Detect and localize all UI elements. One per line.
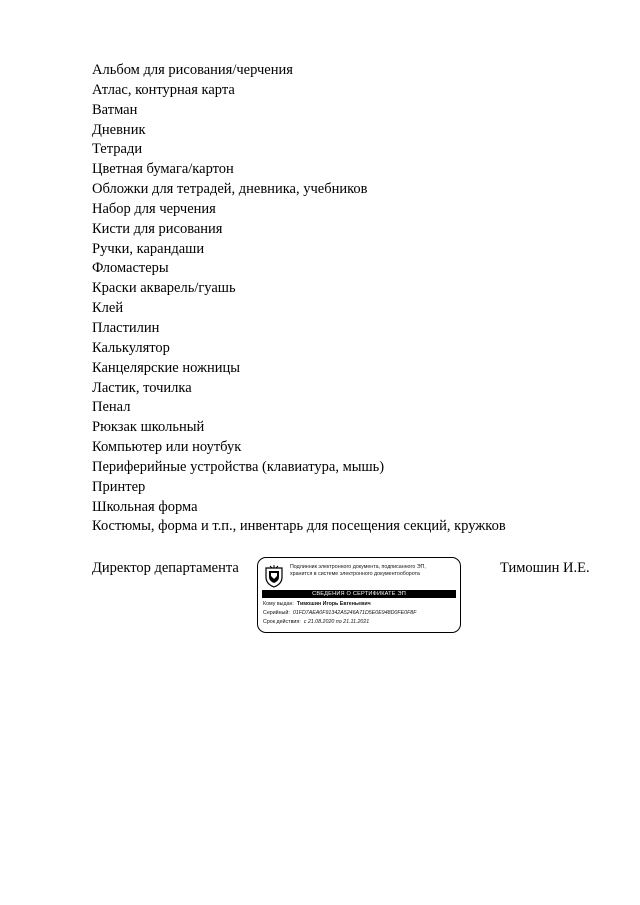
list-item: Калькулятор <box>92 339 170 356</box>
stamp-validity-value: с 21.08.2020 по 21.11.2021 <box>303 619 370 625</box>
signer-name: Тимошин И.Е. <box>500 560 590 576</box>
list-item: Набор для черчения <box>92 200 216 217</box>
list-item: Рюкзак школьный <box>92 419 205 436</box>
list-item: Школьная форма <box>92 498 198 515</box>
electronic-signature-stamp <box>257 557 461 633</box>
list-item: Кисти для рисования <box>92 220 223 237</box>
signer-position: Директор департамента <box>92 560 239 576</box>
list-item: Обложки для тетрадей, дневника, учебников <box>92 181 368 198</box>
list-item: Дневник <box>92 121 146 138</box>
list-item: Костюмы, форма и т.п., инвентарь для посещения секций, кружков <box>92 518 506 535</box>
list-item: Периферийные устройства (клавиатура, мышь) <box>92 458 385 475</box>
list-item: Ватман <box>92 101 138 118</box>
list-item: Клей <box>92 300 124 317</box>
list-item: Фломастеры <box>92 260 169 277</box>
stamp-validity-row <box>263 619 369 626</box>
stamp-serial-row <box>263 610 417 617</box>
list-item: Пенал <box>92 399 131 416</box>
stamp-note-line: Подлинник электронного документа, подписанного ЭП, <box>290 564 426 570</box>
stamp-note <box>290 564 458 577</box>
stamp-validity-label: Срок действия: <box>263 619 301 625</box>
stamp-note-line: хранится в системе электронного документооборота <box>290 570 420 577</box>
list-item: Альбом для рисования/черчения <box>92 62 293 78</box>
stamp-serial-value: 01FD7AEA0F91342A5246A71D5E0E948D0FE0F8F <box>292 610 417 616</box>
coat-of-arms-icon <box>263 564 285 588</box>
stamp-owner-value: Тимошин Игорь Евгеньевич <box>296 601 371 607</box>
list-item: Компьютер или ноутбук <box>92 439 242 456</box>
list-item: Пластилин <box>92 319 160 336</box>
list-item: Тетради <box>92 141 143 158</box>
items-list <box>92 61 506 537</box>
list-item: Краски акварель/гуашь <box>92 280 236 297</box>
stamp-serial-label: Серийный: <box>263 610 290 616</box>
list-item: Ластик, точилка <box>92 379 192 396</box>
stamp-owner-label: Кому выдан: <box>263 601 294 607</box>
stamp-owner-row <box>263 601 371 608</box>
list-item: Принтер <box>92 478 146 495</box>
list-item: Цветная бумага/картон <box>92 161 234 178</box>
list-item: Атлас, контурная карта <box>92 81 235 98</box>
list-item: Канцелярские ножницы <box>92 359 241 376</box>
list-item: Ручки, карандаши <box>92 240 205 257</box>
stamp-header: СВЕДЕНИЯ О СЕРТИФИКАТЕ ЭП <box>262 590 456 598</box>
